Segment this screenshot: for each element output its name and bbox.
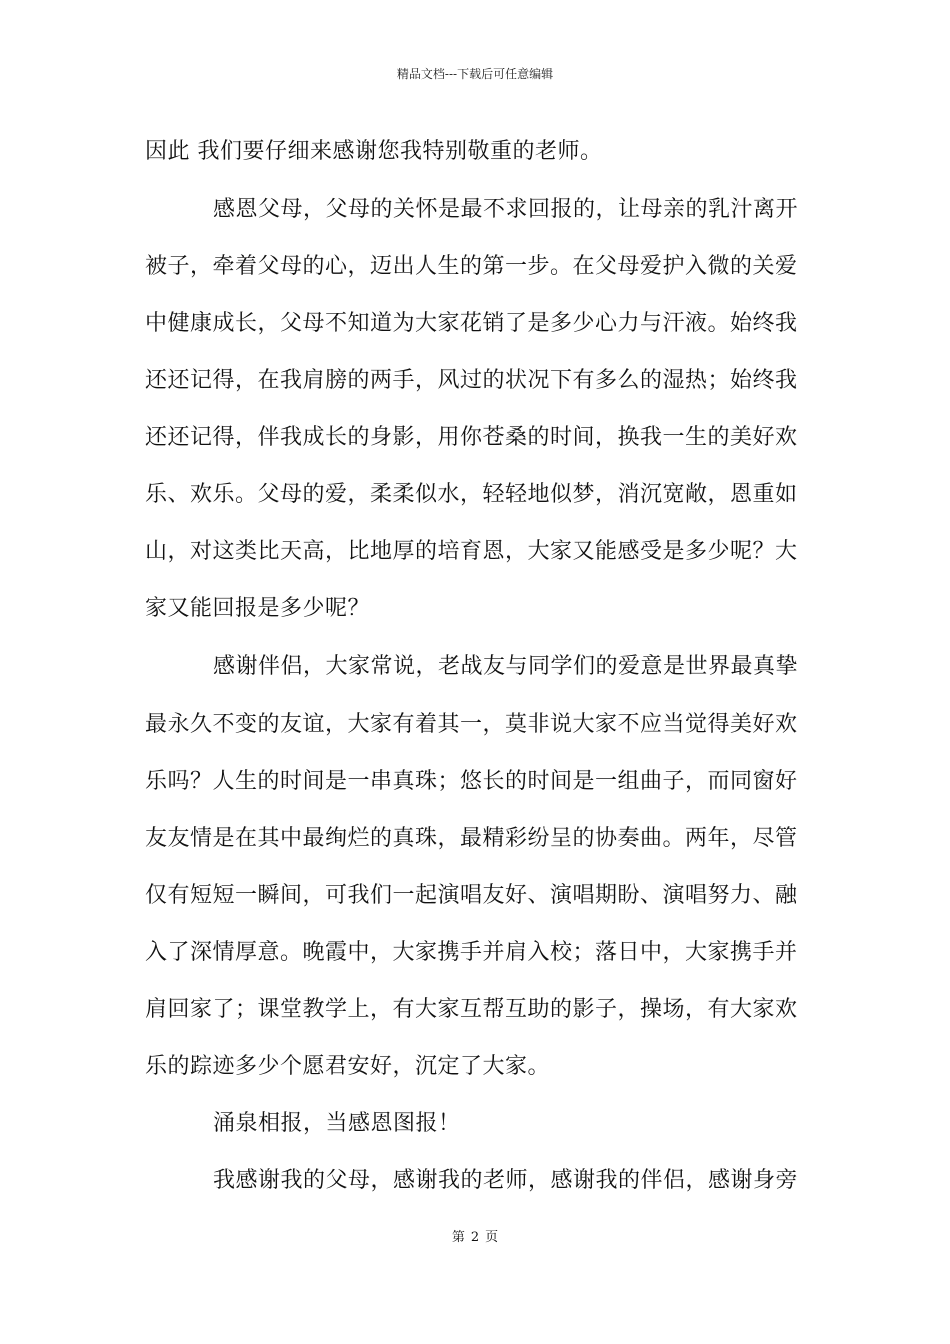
page-prefix: 第 [451,1230,465,1245]
text-line-10: 感谢伴侣，大家常说，老战友与同学们的爱意是世界最真挚 [213,654,799,679]
text-line-18: 涌泉相报，当感恩图报！ [213,1111,461,1136]
text-line-6: 还还记得，伴我成长的身影，用你苍桑的时间，换我一生的美好欢 [145,425,798,450]
text-line-19: 我感谢我的父母，感谢我的老师，感谢我的伴侣，感谢身旁 [213,1168,799,1193]
page-number: 2 [470,1230,480,1245]
text-line-15: 入了深情厚意。晚霞中，大家携手并肩入校；落日中，大家携手并 [145,940,798,965]
page-header: 精品文档---下载后可任意编辑 [396,67,554,81]
text-line-2: 感恩父母，父母的关怀是最不求回报的，让母亲的乳汁离开 [213,197,799,222]
text-line-11: 最永久不变的友谊，大家有着其一，莫非说大家不应当觉得美好欢 [145,712,798,737]
page-footer [0,1229,950,1247]
text-line-14: 仅有短短一瞬间，可我们一起演唱友好、演唱期盼、演唱努力、融 [145,883,798,908]
text-line-9: 家又能回报是多少呢？ [145,596,371,621]
text-line-16: 肩回家了；课堂教学上，有大家互帮互助的影子，操场，有大家欢 [145,997,798,1022]
text-line-3: 被子，牵着父母的心，迈出人生的第一步。在父母爱护入微的关爱 [145,254,798,279]
text-line-12: 乐吗？人生的时间是一串真珠；悠长的时间是一组曲子，而同窗好 [145,769,798,794]
text-line-1: 因此 我们要仔细来感谢您我特别敬重的老师。 [145,139,603,164]
page-suffix: 页 [485,1230,499,1245]
text-line-17: 乐的踪迹多少个愿君安好，沉定了大家。 [145,1054,551,1079]
text-line-5: 还还记得，在我肩膀的两手，风过的状况下有多么的湿热；始终我 [145,368,798,393]
text-line-13: 友友情是在其中最绚烂的真珠，最精彩纷呈的协奏曲。两年，尽管 [145,826,798,851]
text-line-8: 山，对这类比天高，比地厚的培育恩，大家又能感受是多少呢？大 [145,539,798,564]
text-line-7: 乐、欢乐。父母的爱，柔柔似水，轻轻地似梦，消沉宽敞，恩重如 [145,482,798,507]
text-line-4: 中健康成长，父母不知道为大家花销了是多少心力与汗液。始终我 [145,311,798,336]
